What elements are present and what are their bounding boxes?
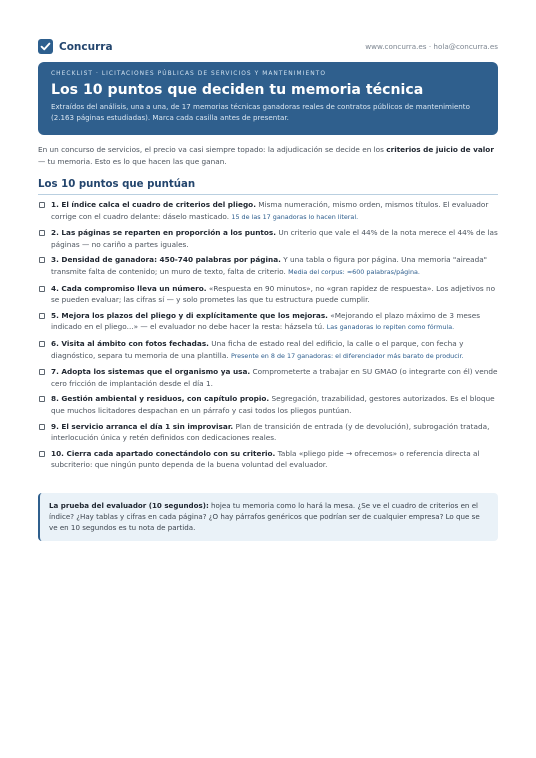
item-title: 7. Adopta los sistemas que el organismo ya usa.: [51, 367, 251, 377]
checklist-item: [38, 283, 498, 306]
callout-text: hojea tu memoria como lo hará la mesa. ¿Se ve el cuadro de criterios en el índice? ¿Hay tablas y cifras en cada página? ¿O hay párrafos genéricos que podrían ser de cualquier empresa? Lo que se ve en 10 segundos es tu nota de partida.: [49, 501, 480, 533]
item-text: «Respuesta en 90 minutos», no «gran rapidez de respuesta». Los adjetivos no se pueden evaluar; las cifras sí — y solo prometes las que tu estructura puede cumplir.: [51, 283, 496, 305]
item-text: Comprometerte a trabajar en SU GMAO (o integrarte con él) vende cero fricción de implantación desde el día 1.: [51, 367, 498, 388]
item-title: 1. El índice calca el cuadro de criterios del pliego.: [51, 200, 256, 209]
checklist-item: [38, 199, 498, 223]
evaluator-test-callout: [38, 493, 498, 541]
checklist-item: [38, 310, 498, 334]
checklist-item: [38, 338, 498, 362]
checklist-item: [38, 448, 498, 471]
item-title: 10. Cierra cada apartado conectándolo con su criterio.: [51, 448, 276, 458]
checkbox[interactable]: [39, 341, 45, 347]
callout-title: La prueba del evaluador (10 segundos):: [49, 501, 209, 510]
checklist-item: [38, 366, 498, 389]
page-title: Los 10 puntos que deciden tu memoria técnica: [51, 82, 424, 98]
item-title: 5. Mejora los plazos del pliego y di explícitamente que los mejoras.: [51, 310, 328, 320]
contact-info: www.concurra.es · hola@concurra.es: [365, 42, 498, 51]
section-title: Los 10 puntos que puntúan: [38, 179, 196, 190]
item-text: Y una tabla o figura por página. Una memoria "aireada" transmite falta de contenido; un muro de texto, falta de criterio.: [51, 255, 488, 276]
item-tag: Media del corpus: ≈600 palabras/página.: [288, 267, 420, 276]
section-divider: [38, 194, 498, 195]
item-title: 9. El servicio arranca el día 1 sin improvisar.: [51, 421, 234, 431]
intro-text-start: En un concurso de servicios, el precio va casi siempre topado: la adjudicación se decide en los: [38, 145, 387, 154]
checkbox[interactable]: [39, 424, 45, 430]
intro-text-end: — tu memoria. Esto es lo que hacen las que ganan.: [38, 156, 227, 166]
checkbox[interactable]: [39, 451, 45, 457]
item-title: 2. Las páginas se reparten en proporción a los puntos.: [51, 228, 277, 238]
logo-check-icon: [38, 39, 53, 54]
intro-paragraph: [38, 144, 498, 167]
page-header: [38, 38, 498, 58]
checkbox[interactable]: [39, 396, 45, 402]
item-text: Un criterio que vale el 44% de la nota merece el 44% de las páginas — no cariño a partes iguales.: [51, 228, 498, 249]
checkbox[interactable]: [39, 257, 45, 263]
checkbox[interactable]: [39, 369, 45, 375]
item-text: Una ficha de estado real del edificio, la calle o el parque, con fecha y diagnóstico, separa tu memoria de una plantilla.: [51, 338, 464, 360]
checkbox[interactable]: [39, 230, 45, 236]
item-tag: Las ganadoras lo repiten como fórmula.: [326, 323, 455, 332]
checklist: [38, 199, 498, 471]
hero-subtitle: Extraídos del análisis, una a una, de 17 memorias técnicas ganadoras reales de contratos públicos de mantenimiento (2.163 páginas estudiadas). Marca cada casilla antes de presentar.: [51, 102, 470, 122]
checklist-item: [38, 254, 498, 278]
item-title: 3. Densidad de ganadora: 450-740 palabras por página.: [51, 255, 281, 265]
checklist-item: [38, 421, 498, 444]
item-tag: Presente en 8 de 17 ganadoras: el diferenciador más barato de producir.: [230, 351, 464, 360]
item-tag: 15 de las 17 ganadoras lo hacen literal.: [231, 212, 359, 221]
intro-highlight: criterios de juicio de valor: [386, 145, 494, 154]
item-title: 6. Visita al ámbito con fotos fechadas.: [51, 338, 209, 348]
checkbox[interactable]: [39, 313, 45, 319]
item-text: Plan de transición de entrada (y de devolución), subrogación tratada, interlocución única y retén definidos con dedicaciones reales.: [51, 421, 490, 443]
item-text: Misma numeración, mismo orden, mismos títulos. El evaluador corrige con el cuadro delante: dáselo masticado.: [51, 200, 489, 221]
checkbox[interactable]: [39, 202, 45, 208]
hero-banner: [38, 62, 498, 135]
item-text: Tabla «pliego pide → ofrecemos» o referencia directa al subcriterio: que ningún punto dependa de la buena voluntad del evaluador.: [51, 448, 480, 470]
item-title: 8. Gestión ambiental y residuos, con capítulo propio.: [51, 394, 270, 404]
checklist-item: [38, 393, 498, 416]
hero-kicker: CHECKLIST · LICITACIONES PÚBLICAS DE SERVICIOS Y MANTENIMIENTO: [51, 71, 327, 77]
brand-name: Concurra: [59, 41, 113, 53]
checkbox[interactable]: [39, 286, 45, 292]
checklist-item: [38, 227, 498, 250]
item-title: 4. Cada compromiso lleva un número.: [51, 283, 207, 293]
item-text: Segregación, trazabilidad, gestores autorizados. Es el bloque que muchos licitadores despachan en un párrafo y casi todos los pliegos puntúan.: [51, 394, 495, 415]
item-text: «Mejorando el plazo máximo de 3 meses indicado en el pliego...» — el evaluador no debe hacer la resta: házsela tú.: [51, 310, 481, 332]
